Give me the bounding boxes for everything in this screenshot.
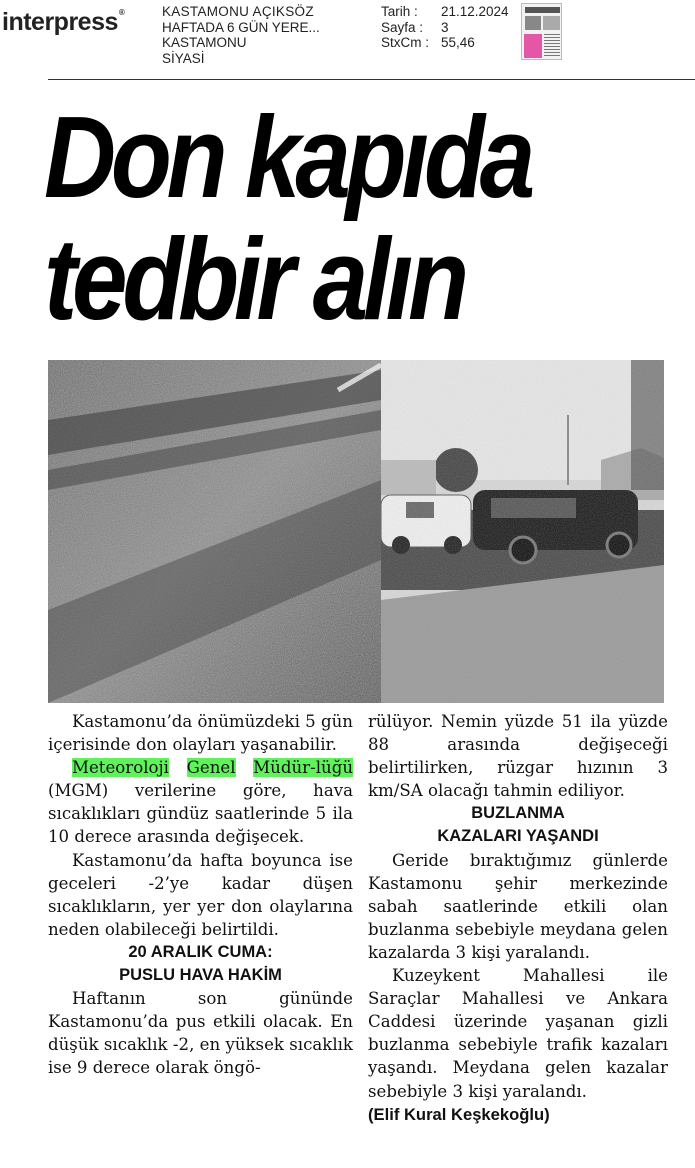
paragraph: Kuzeykent Mahallesi ile Saraçlar Mahallesi ve Ankara Caddesi üzerinde yaşanan gizli buzlanma sebebiyle trafik kazaları yaşandı. Meydana gelen kazalar sebebiyle 3 kişi yaralandı. (368, 966, 668, 1101)
clipping-meta (162, 4, 320, 66)
headline-line-1: Don kapıda (44, 92, 531, 222)
paragraph: Kastamonu’da önümüzdeki 5 gün içerisinde don olayları yaşanabilir. (48, 712, 353, 755)
subheading: BUZLANMA KAZALARI YAŞANDI (437, 804, 599, 846)
stx-value: 55,46 (441, 35, 475, 50)
page-thumbnail[interactable] (521, 3, 562, 60)
header-divider (48, 79, 695, 80)
headline-short: HAFTADA 6 GÜN YERE... (162, 19, 320, 35)
city: KASTAMONU (162, 35, 247, 50)
street-cars-photo (381, 360, 664, 703)
subheading: 20 ARALIK CUMA: PUSLU HAVA HAKİM (119, 942, 282, 985)
frost-road-photo (48, 360, 381, 703)
section: SİYASİ (162, 50, 205, 66)
highlighted-term: Genel (186, 758, 236, 778)
page-label: Sayfa : (381, 19, 424, 35)
article-column-2 (368, 710, 668, 1126)
article-photo (48, 360, 664, 703)
headline-line-2: tedbir alın (44, 214, 464, 344)
article-column-1 (48, 710, 353, 1080)
interpress-logo: interpress® (2, 8, 125, 36)
paragraph: Geride bıraktığımız günlerde Kastamonu şehir merkezinde sabah saatlerinde etkili olan buzlanma sebebiyle meydana gelen kazalarda 3 kişi yaralandı. (368, 850, 668, 962)
highlighted-term: lüğü (315, 758, 354, 778)
paragraph: rülüyor. Nemin yüzde 51 ila yüzde 88 arasında değişeceği belirtilirken, rüzgar hızının 3 km/SA olacağı tahmin ediliyor. (368, 712, 668, 801)
highlighted-term: Müdür- (253, 758, 316, 778)
paragraph: Kastamonu’da hafta boyunca ise geceleri -2’ye kadar düşen sıcaklıkların, yer yer don olaylarına neden olabileceği belirtildi. (48, 850, 353, 939)
author-signature: (Elif Kural Keşkekoğlu) (368, 1104, 550, 1124)
paragraph: Meteoroloji Genel Müdür-lüğü (MGM) verilerine göre, hava sıcaklıkları gündüz saatlerinde 5 ila 10 derece arasında değişecek. (48, 758, 354, 847)
highlighted-term: Meteoroloji (72, 758, 169, 778)
publication-name: KASTAMONU AÇIKSÖZ (162, 4, 314, 19)
date-label: Tarih : (381, 4, 418, 19)
stx-label: StxCm : (381, 35, 430, 50)
page-value: 3 (441, 19, 449, 35)
clipping-info (381, 4, 509, 51)
article-headline (44, 92, 594, 344)
paragraph: Haftanın son gününde Kastamonu’da pus etkili olacak. En düşük sıcaklık -2, en yüksek sıcaklık ise 9 derece olarak öngö- (48, 989, 353, 1078)
date-value: 21.12.2024 (441, 4, 509, 19)
